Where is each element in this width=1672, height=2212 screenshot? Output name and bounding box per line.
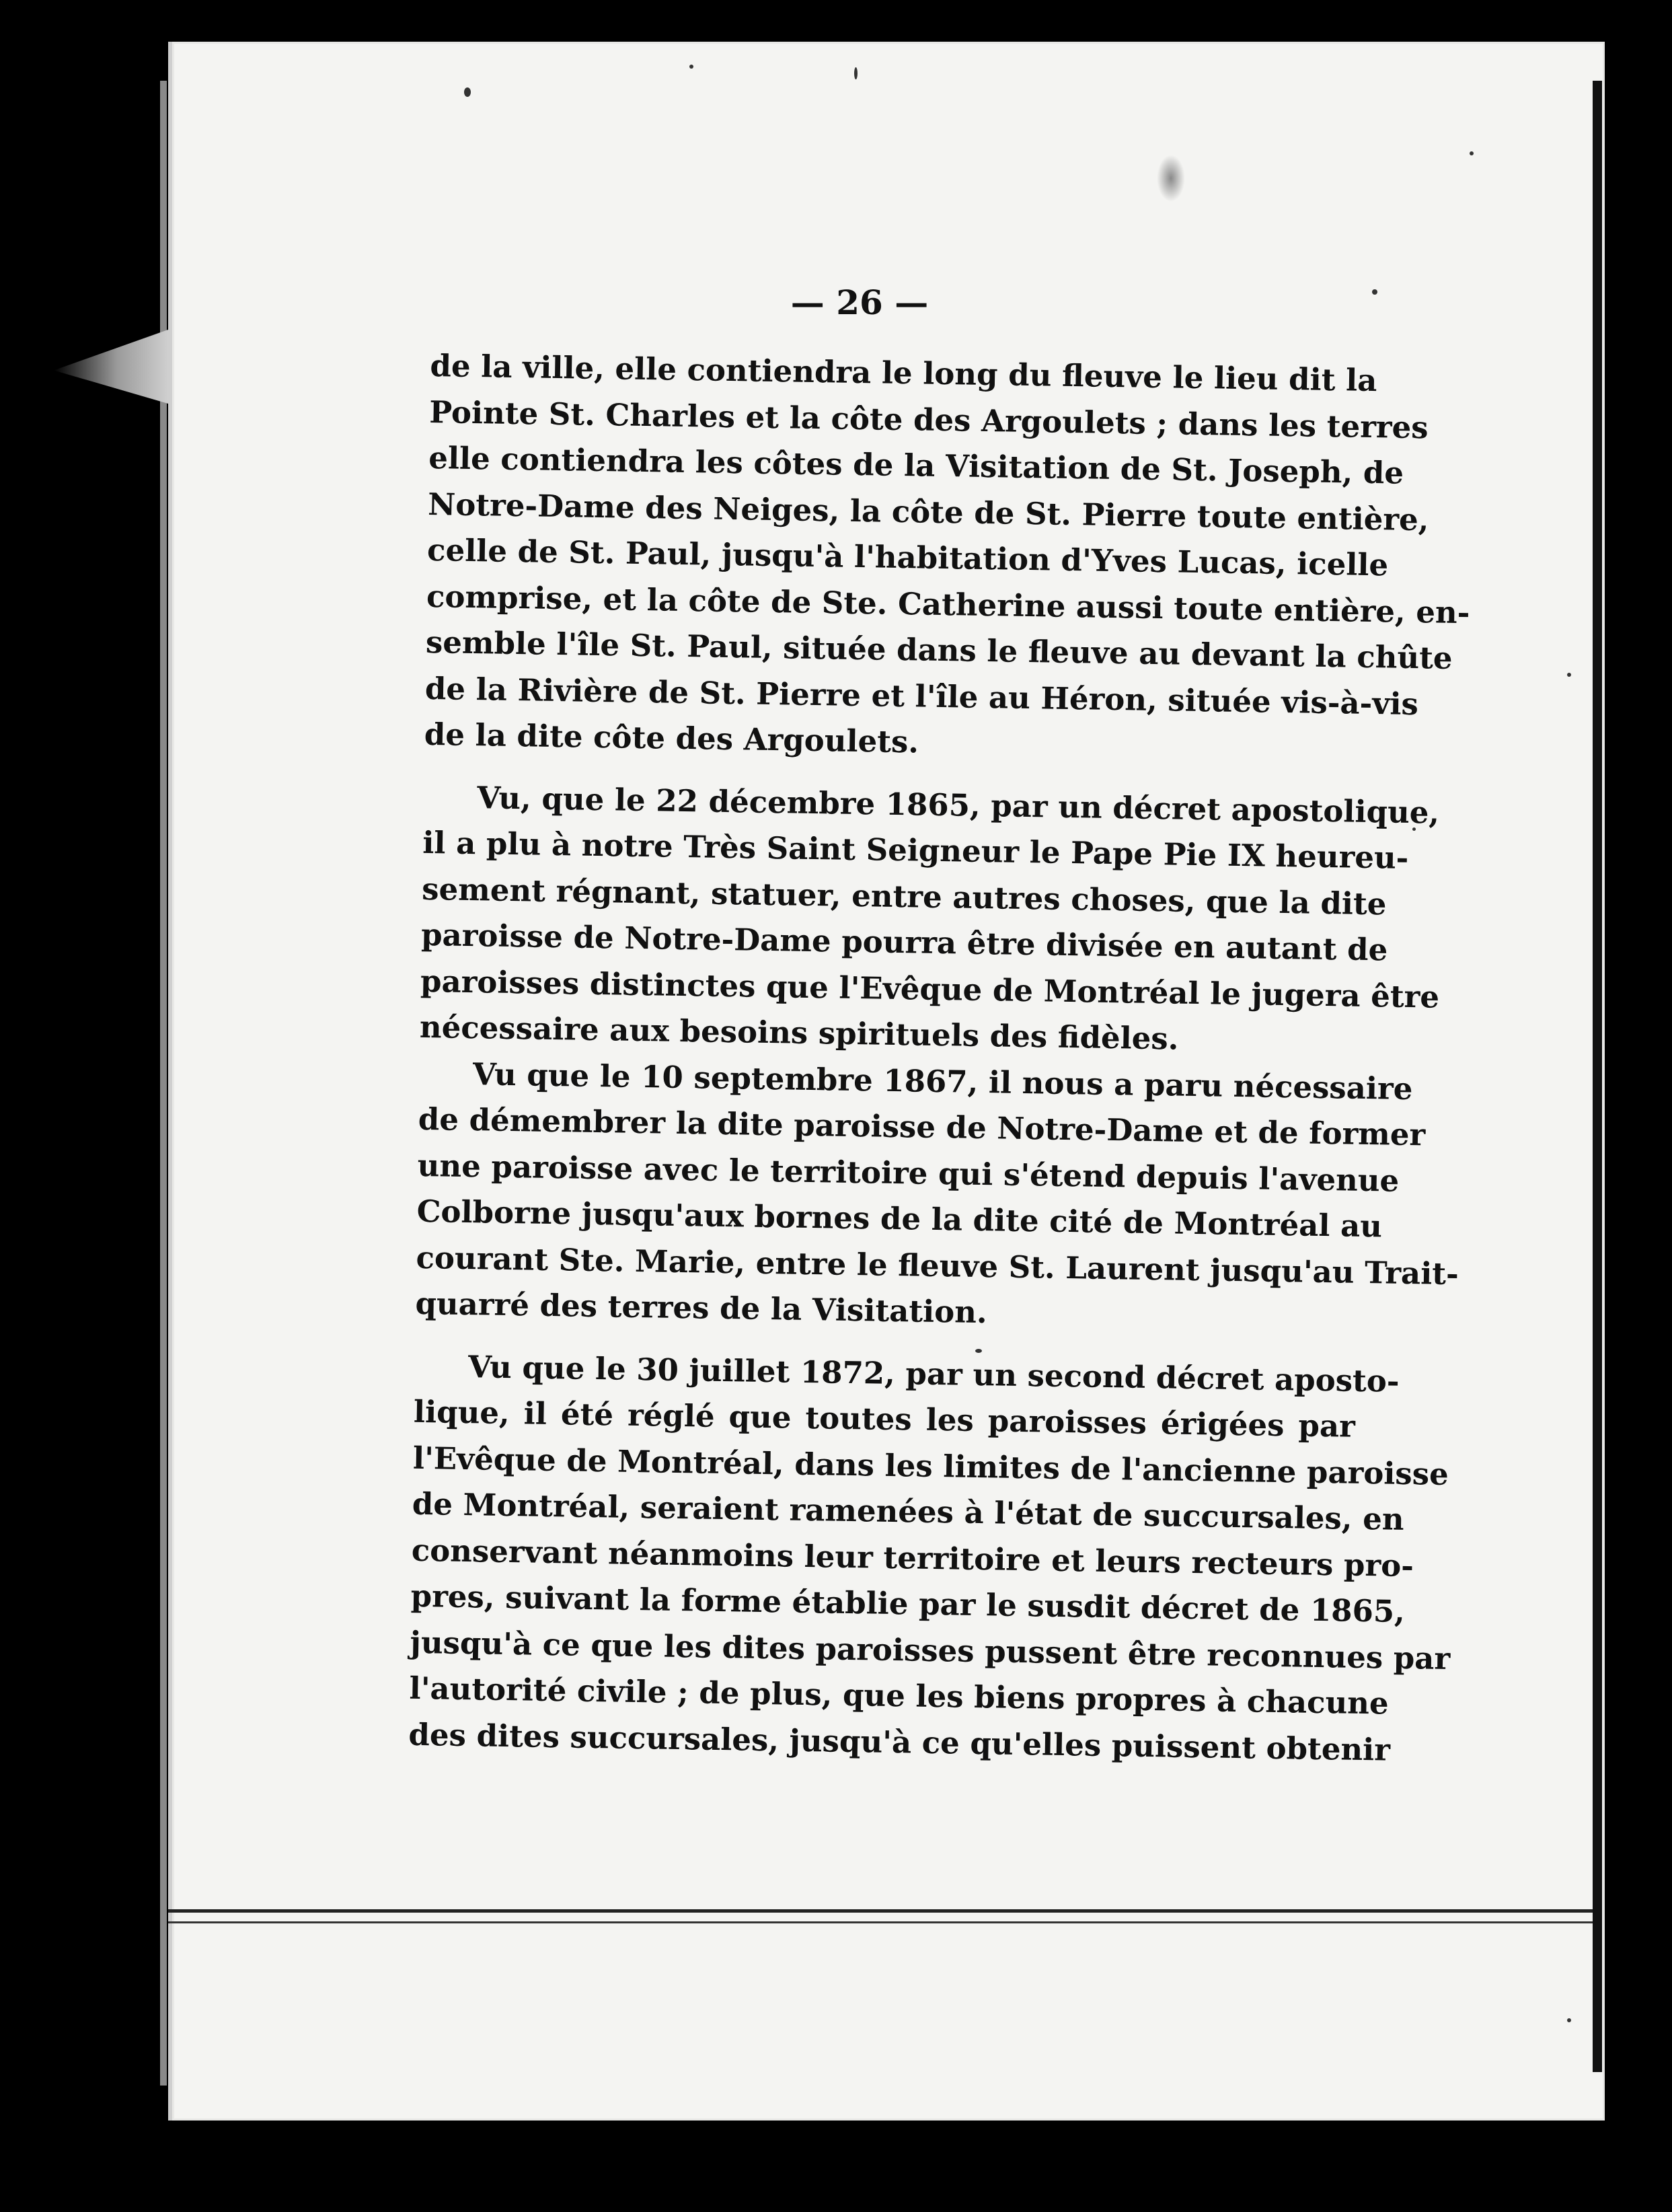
text-line: Pointe St. Charles et la côte des Argoulets ; dans les terres xyxy=(428,394,1429,445)
text-line: l'Evêque de Montréal, dans les limites de l'ancienne paroisse xyxy=(412,1440,1449,1492)
text-line: sement régnant, statuer, entre autres choses, que la dite xyxy=(421,871,1387,922)
text-line: paroisses distinctes que l'Evêque de Montréal le jugera être xyxy=(420,963,1440,1015)
ink-speck xyxy=(1470,151,1474,155)
text-line: de démembrer la dite paroisse de Notre-Dame et de former xyxy=(418,1101,1426,1153)
text-line: semble l'île St. Paul, située dans le fleuve au devant la chûte xyxy=(425,624,1453,676)
paragraph xyxy=(424,343,1470,772)
text-line: conservant néanmoins leur territoire et leurs recteurs pro- xyxy=(411,1532,1414,1584)
ink-speck xyxy=(689,65,693,69)
text-line: de Montréal, seraient ramenées à l'état de succursales, en xyxy=(412,1485,1404,1537)
text-line: lique, il été réglé que toutes les paroisses érigées par xyxy=(413,1393,1356,1444)
text-line: celle de St. Paul, jusqu'à l'habitation d'Yves Lucas, icelle xyxy=(426,531,1389,583)
text-line: Vu que le 10 septembre 1867, il nous a paru nécessaire xyxy=(472,1056,1413,1107)
text-line: de la ville, elle contiendra le long du fleuve le lieu dit la xyxy=(430,347,1377,399)
text-line: nécessaire aux besoins spirituels des fidèles. xyxy=(419,1008,1179,1057)
ink-smudge xyxy=(1157,155,1185,202)
ink-speck xyxy=(1567,2018,1571,2022)
text-line: Colborne jusqu'aux bornes de la dite cité de Montréal au xyxy=(416,1193,1383,1245)
text-line: paroisse de Notre-Dame pourra être divisée en autant de xyxy=(420,916,1388,968)
paragraph xyxy=(419,774,1440,1065)
paragraph xyxy=(415,1050,1459,1341)
text-line: quarré des terres de la Visitation. xyxy=(415,1285,988,1331)
text-line: comprise, et la côte de Ste. Catherine aussi toute entière, en- xyxy=(426,578,1470,630)
page-number: — 26 — xyxy=(790,283,929,322)
text-line: l'autorité civile ; de plus, que les biens propres à chacune xyxy=(409,1670,1390,1722)
text-line: jusqu'à ce que les dites paroisses pussent être reconnues par xyxy=(410,1624,1451,1676)
paragraph xyxy=(408,1343,1451,1772)
ink-speck xyxy=(1567,673,1571,677)
text-line: Vu que le 30 juillet 1872, par un second décret aposto- xyxy=(467,1348,1400,1399)
ink-speck xyxy=(854,67,858,79)
right-edge-rule xyxy=(1593,81,1602,2072)
body-text xyxy=(408,343,1470,1773)
text-line: Notre-Dame des Neiges, la côte de St. Pierre toute entière, xyxy=(427,486,1429,538)
text-line: courant Ste. Marie, entre le fleuve St. Laurent jusqu'au Trait- xyxy=(416,1239,1459,1292)
bottom-rule-secondary xyxy=(168,1921,1593,1923)
text-line: elle contiendra les côtes de la Visitation de St. Joseph, de xyxy=(428,439,1404,491)
text-line: de la dite côte des Argoulets. xyxy=(424,716,919,760)
text-line: une paroisse avec le territoire qui s'étend depuis l'avenue xyxy=(417,1147,1400,1199)
ink-speck xyxy=(464,87,471,97)
text-line: il a plu à notre Très Saint Seigneur le Pape Pie IX heureu- xyxy=(422,824,1409,876)
text-line: pres, suivant la forme établie par le susdit décret de 1865, xyxy=(410,1578,1406,1629)
text-line: Vu, que le 22 décembre 1865, par un décret apostolique, xyxy=(476,779,1440,831)
text-line: de la Rivière de St. Pierre et l'île au Héron, située vis-à-vis xyxy=(424,670,1419,722)
bottom-rule xyxy=(168,1909,1593,1913)
text-line: des dites succursales, jusqu'à ce qu'elles puissent obtenir xyxy=(408,1716,1391,1768)
